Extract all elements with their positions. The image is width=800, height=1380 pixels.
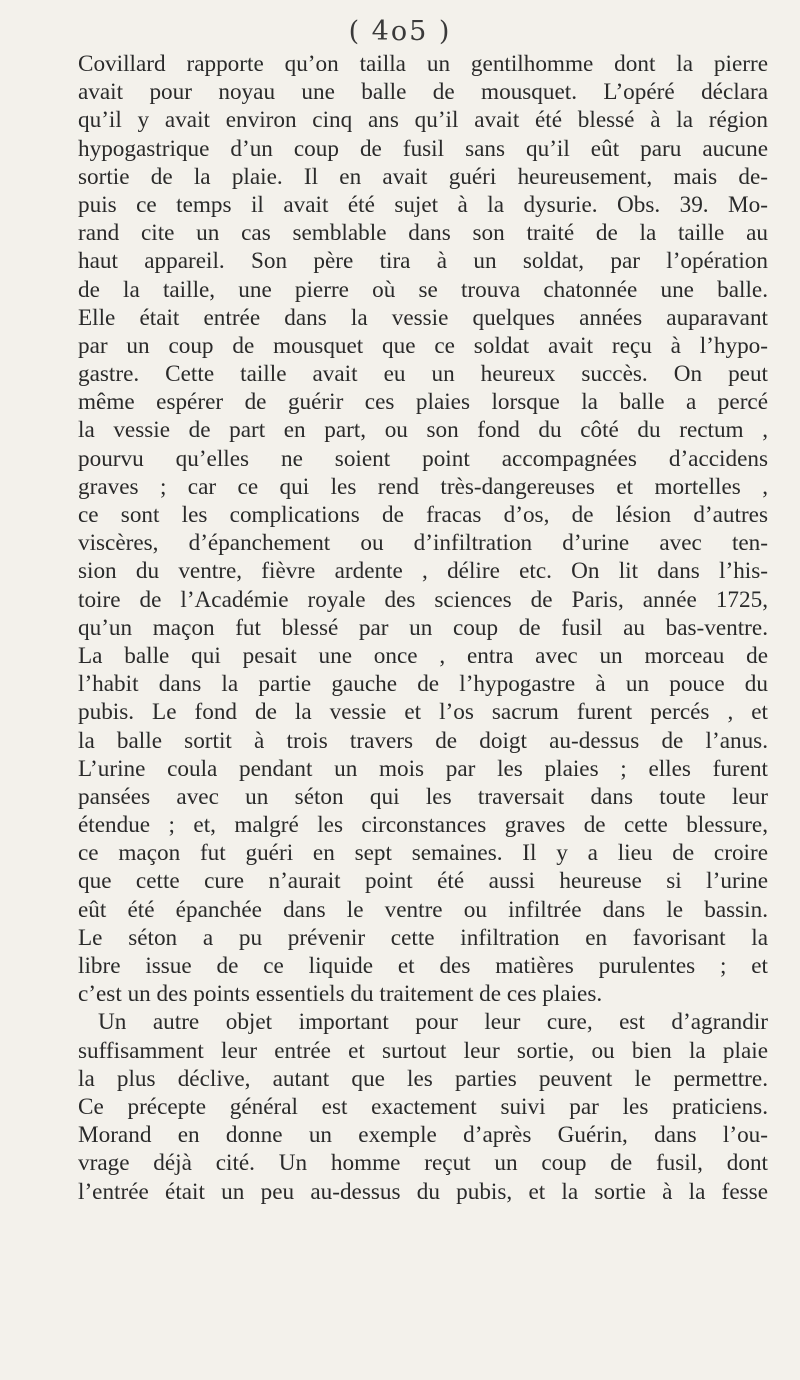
text-line: Un autre objet important pour leur cure, est d’agrandir: [98, 1009, 768, 1036]
text-line: la balle sortit à trois travers de doigt au-dessus de l’anus.: [78, 727, 768, 754]
text-line: ce maçon fut guéri en sept semaines. Il y a lieu de croire: [78, 840, 768, 867]
page-number: ( 4o5 ): [348, 16, 452, 47]
text-line: graves ; car ce qui les rend très-dangereuses et mortelles ,: [78, 473, 768, 500]
text-line: qu’il y avait environ cinq ans qu’il avait été blessé à la région: [78, 107, 768, 134]
text-line: eût été épanchée dans le ventre ou infiltrée dans le bassin.: [78, 896, 768, 923]
text-line: pansées avec un séton qui les traversait dans toute leur: [78, 783, 768, 810]
text-line: Morand en donne un exemple d’après Guérin, dans l’ou-: [78, 1122, 768, 1149]
text-line: la vessie de part en part, ou son fond du côté du rectum ,: [78, 417, 768, 444]
text-line: étendue ; et, malgré les circonstances graves de cette blessure,: [78, 812, 768, 839]
text-line: pourvu qu’elles ne soient point accompagnées d’accidens: [78, 445, 768, 472]
text-line: Le séton a pu prévenir cette infiltration en favorisant la: [78, 924, 768, 951]
text-line: sion du ventre, fièvre ardente , délire etc. On lit dans l’his-: [78, 558, 768, 585]
text-line: par un coup de mousquet que ce soldat avait reçu à l’hypo-: [78, 332, 768, 359]
text-line: c’est un des points essentiels du traitement de ces plaies.: [78, 981, 603, 1008]
text-line: rand cite un cas semblable dans son traité de la taille au: [78, 220, 768, 247]
text-line: l’habit dans la partie gauche de l’hypogastre à un pouce du: [78, 671, 768, 698]
text-line: suffisamment leur entrée et surtout leur sortie, ou bien la plaie: [78, 1037, 768, 1064]
body-text: [78, 50, 768, 1206]
text-line: libre issue de ce liquide et des matières purulentes ; et: [78, 953, 768, 979]
text-line: toire de l’Académie royale des sciences de Paris, année 1725,: [78, 586, 768, 613]
text-line: la plus déclive, autant que les parties peuvent le permettre.: [78, 1065, 768, 1092]
text-line: Covillard rapporte qu’on tailla un gentilhomme dont la pierre: [78, 51, 768, 77]
text-line: pubis. Le fond de la vessie et l’os sacrum furent percés , et: [78, 699, 768, 726]
text-line: viscères, d’épanchement ou d’infiltration d’urine avec ten-: [78, 530, 768, 557]
text-line: La balle qui pesait une once , entra avec un morceau de: [78, 642, 768, 669]
text-line: gastre. Cette taille avait eu un heureux succès. On peut: [78, 361, 768, 388]
text-line: sortie de la plaie. Il en avait guéri heureusement, mais de-: [78, 163, 768, 190]
text-line: l’entrée était un peu au-dessus du pubis, et la sortie à la fesse: [78, 1178, 768, 1205]
text-line: avait pour noyau une balle de mousquet. L’opéré déclara: [78, 79, 768, 106]
text-line: Ce précepte général est exactement suivi par les praticiens.: [78, 1093, 768, 1120]
text-line: Elle était entrée dans la vessie quelques années auparavant: [78, 304, 768, 331]
text-line: haut appareil. Son père tira à un soldat, par l’opération: [78, 248, 768, 275]
text-line: hypogastrique d’un coup de fusil sans qu’il eût paru aucune: [78, 135, 768, 162]
text-line: L’urine coula pendant un mois par les plaies ; elles furent: [78, 755, 768, 782]
text-line: même espérer de guérir ces plaies lorsque la balle a percé: [78, 389, 768, 416]
text-line: ce sont les complications de fracas d’os, de lésion d’autres: [78, 502, 768, 528]
text-line: puis ce temps il avait été sujet à la dysurie. Obs. 39. Mo-: [78, 191, 768, 218]
text-line: de la taille, une pierre où se trouva chatonnée une balle.: [78, 276, 768, 303]
text-line: qu’un maçon fut blessé par un coup de fusil au bas-ventre.: [78, 614, 768, 641]
text-line: vrage déjà cité. Un homme reçut un coup de fusil, dont: [78, 1150, 768, 1177]
text-line: que cette cure n’aurait point été aussi heureuse si l’urine: [78, 868, 768, 895]
